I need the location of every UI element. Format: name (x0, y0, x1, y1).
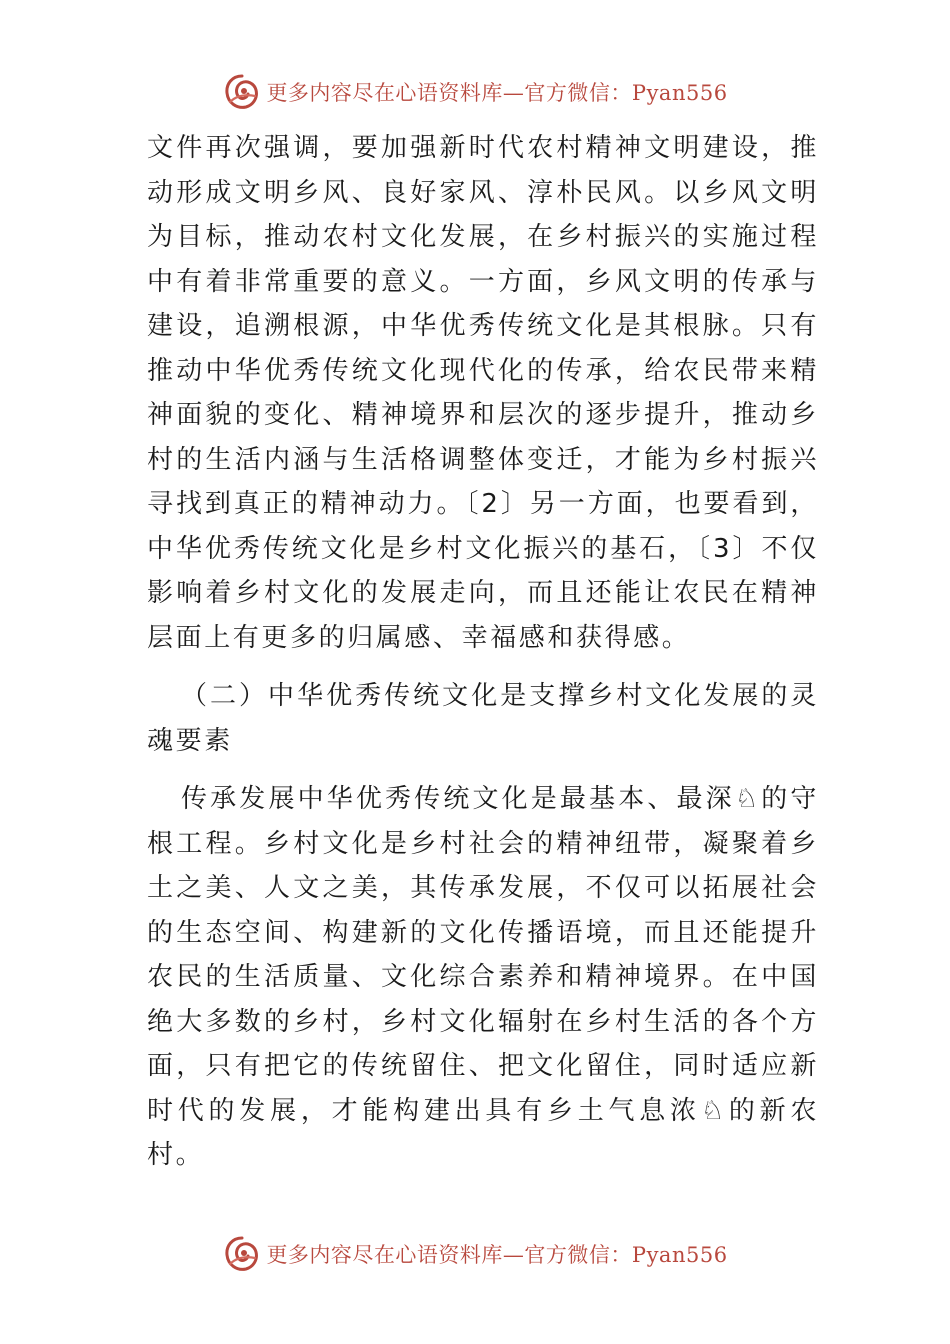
red-swirl-logo-icon (222, 72, 262, 112)
header-banner-text: 更多内容尽在心语资料库—官方微信：Pyan556 (266, 81, 728, 105)
footer-banner (0, 1232, 950, 1276)
footer-banner-text: 更多内容尽在心语资料库—官方微信：Pyan556 (266, 1243, 728, 1267)
document-body (147, 126, 819, 1178)
red-swirl-logo-icon (222, 1234, 262, 1274)
paragraph-1: 文件再次强调，要加强新时代农村精神文明建设，推动形成文明乡风、良好家风、淳朴民风。以乡风文明为目标，推动农村文化发展，在乡村振兴的实施过程中有着非常重要的意义。一方面，乡风文明的传承与建设，追溯根源，中华优秀传统文化是其根脉。只有推动中华优秀传统文化现代化的传承，给农民带来精神面貌的变化、精神境界和层次的逐步提升，推动乡村的生活内涵与生活格调整体变迁，才能为乡村振兴寻找到真正的精神动力。〔2〕另一方面，也要看到，中华优秀传统文化是乡村文化振兴的基石，〔3〕不仅影响着乡村文化的发展走向，而且还能让农民在精神层面上有更多的归属感、幸福感和获得感。 (147, 133, 819, 653)
paragraph-2: 传承发展中华优秀传统文化是最基本、最深♘的守根工程。乡村文化是乡村社会的精神纽带，凝聚着乡土之美、人文之美，其传承发展，不仅可以拓展社会的生态空间、构建新的文化传播语境，而且还能提升农民的生活质量、文化综合素养和精神境界。在中国绝大多数的乡村，乡村文化辐射在乡村生活的各个方面，只有把它的传统留住、把文化留住，同时适应新时代的发展，才能构建出具有乡土气息浓♘的新农村。 (147, 784, 819, 1170)
section-heading-2: （二）中华优秀传统文化是支撑乡村文化发展的灵魂要素 (147, 681, 819, 756)
header-banner (0, 70, 950, 114)
